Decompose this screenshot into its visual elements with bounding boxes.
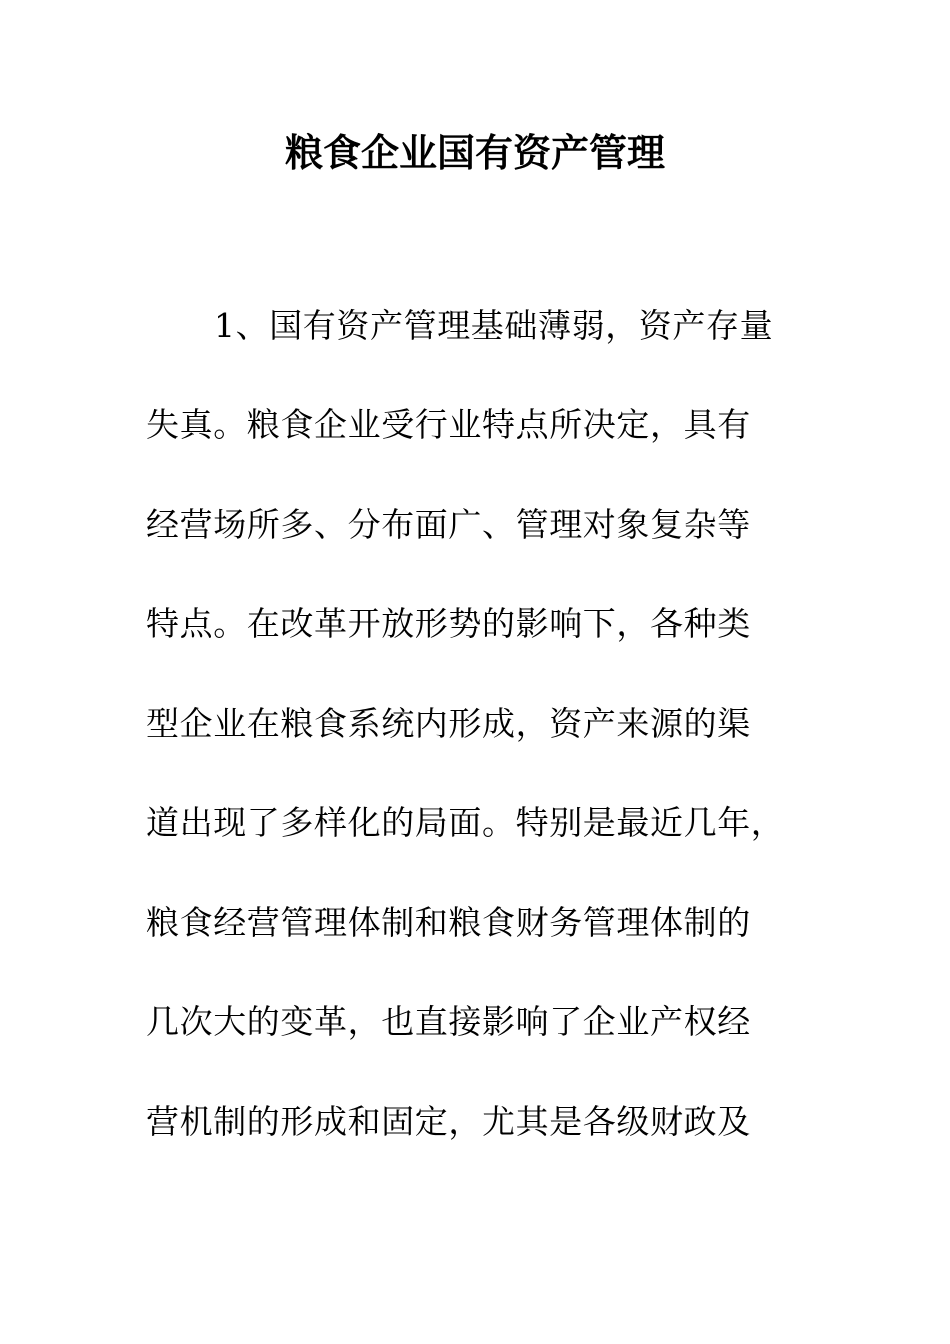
paragraph-line: 道出现了多样化的局面。特别是最近几年，: [146, 803, 785, 842]
document-title: 粮食企业国有资产管理: [284, 130, 665, 175]
paragraph-line: 几次大的变革，也直接影响了企业产权经: [146, 1002, 751, 1041]
paragraph-line: 粮食经营管理体制和粮食财务管理体制的: [146, 903, 751, 942]
paragraph-line: 型企业在粮食系统内形成，资产来源的渠: [146, 704, 751, 743]
paragraph-line: 失真。粮食企业受行业特点所决定，具有: [146, 405, 751, 444]
paragraph-line: 1、国有资产管理基础薄弱，资产存量: [214, 306, 774, 345]
paragraph-line: 经营场所多、分布面广、管理对象复杂等: [146, 505, 751, 544]
paragraph-line: 营机制的形成和固定，尤其是各级财政及: [146, 1102, 751, 1141]
paragraph-line: 特点。在改革开放形势的影响下，各种类: [146, 604, 751, 643]
